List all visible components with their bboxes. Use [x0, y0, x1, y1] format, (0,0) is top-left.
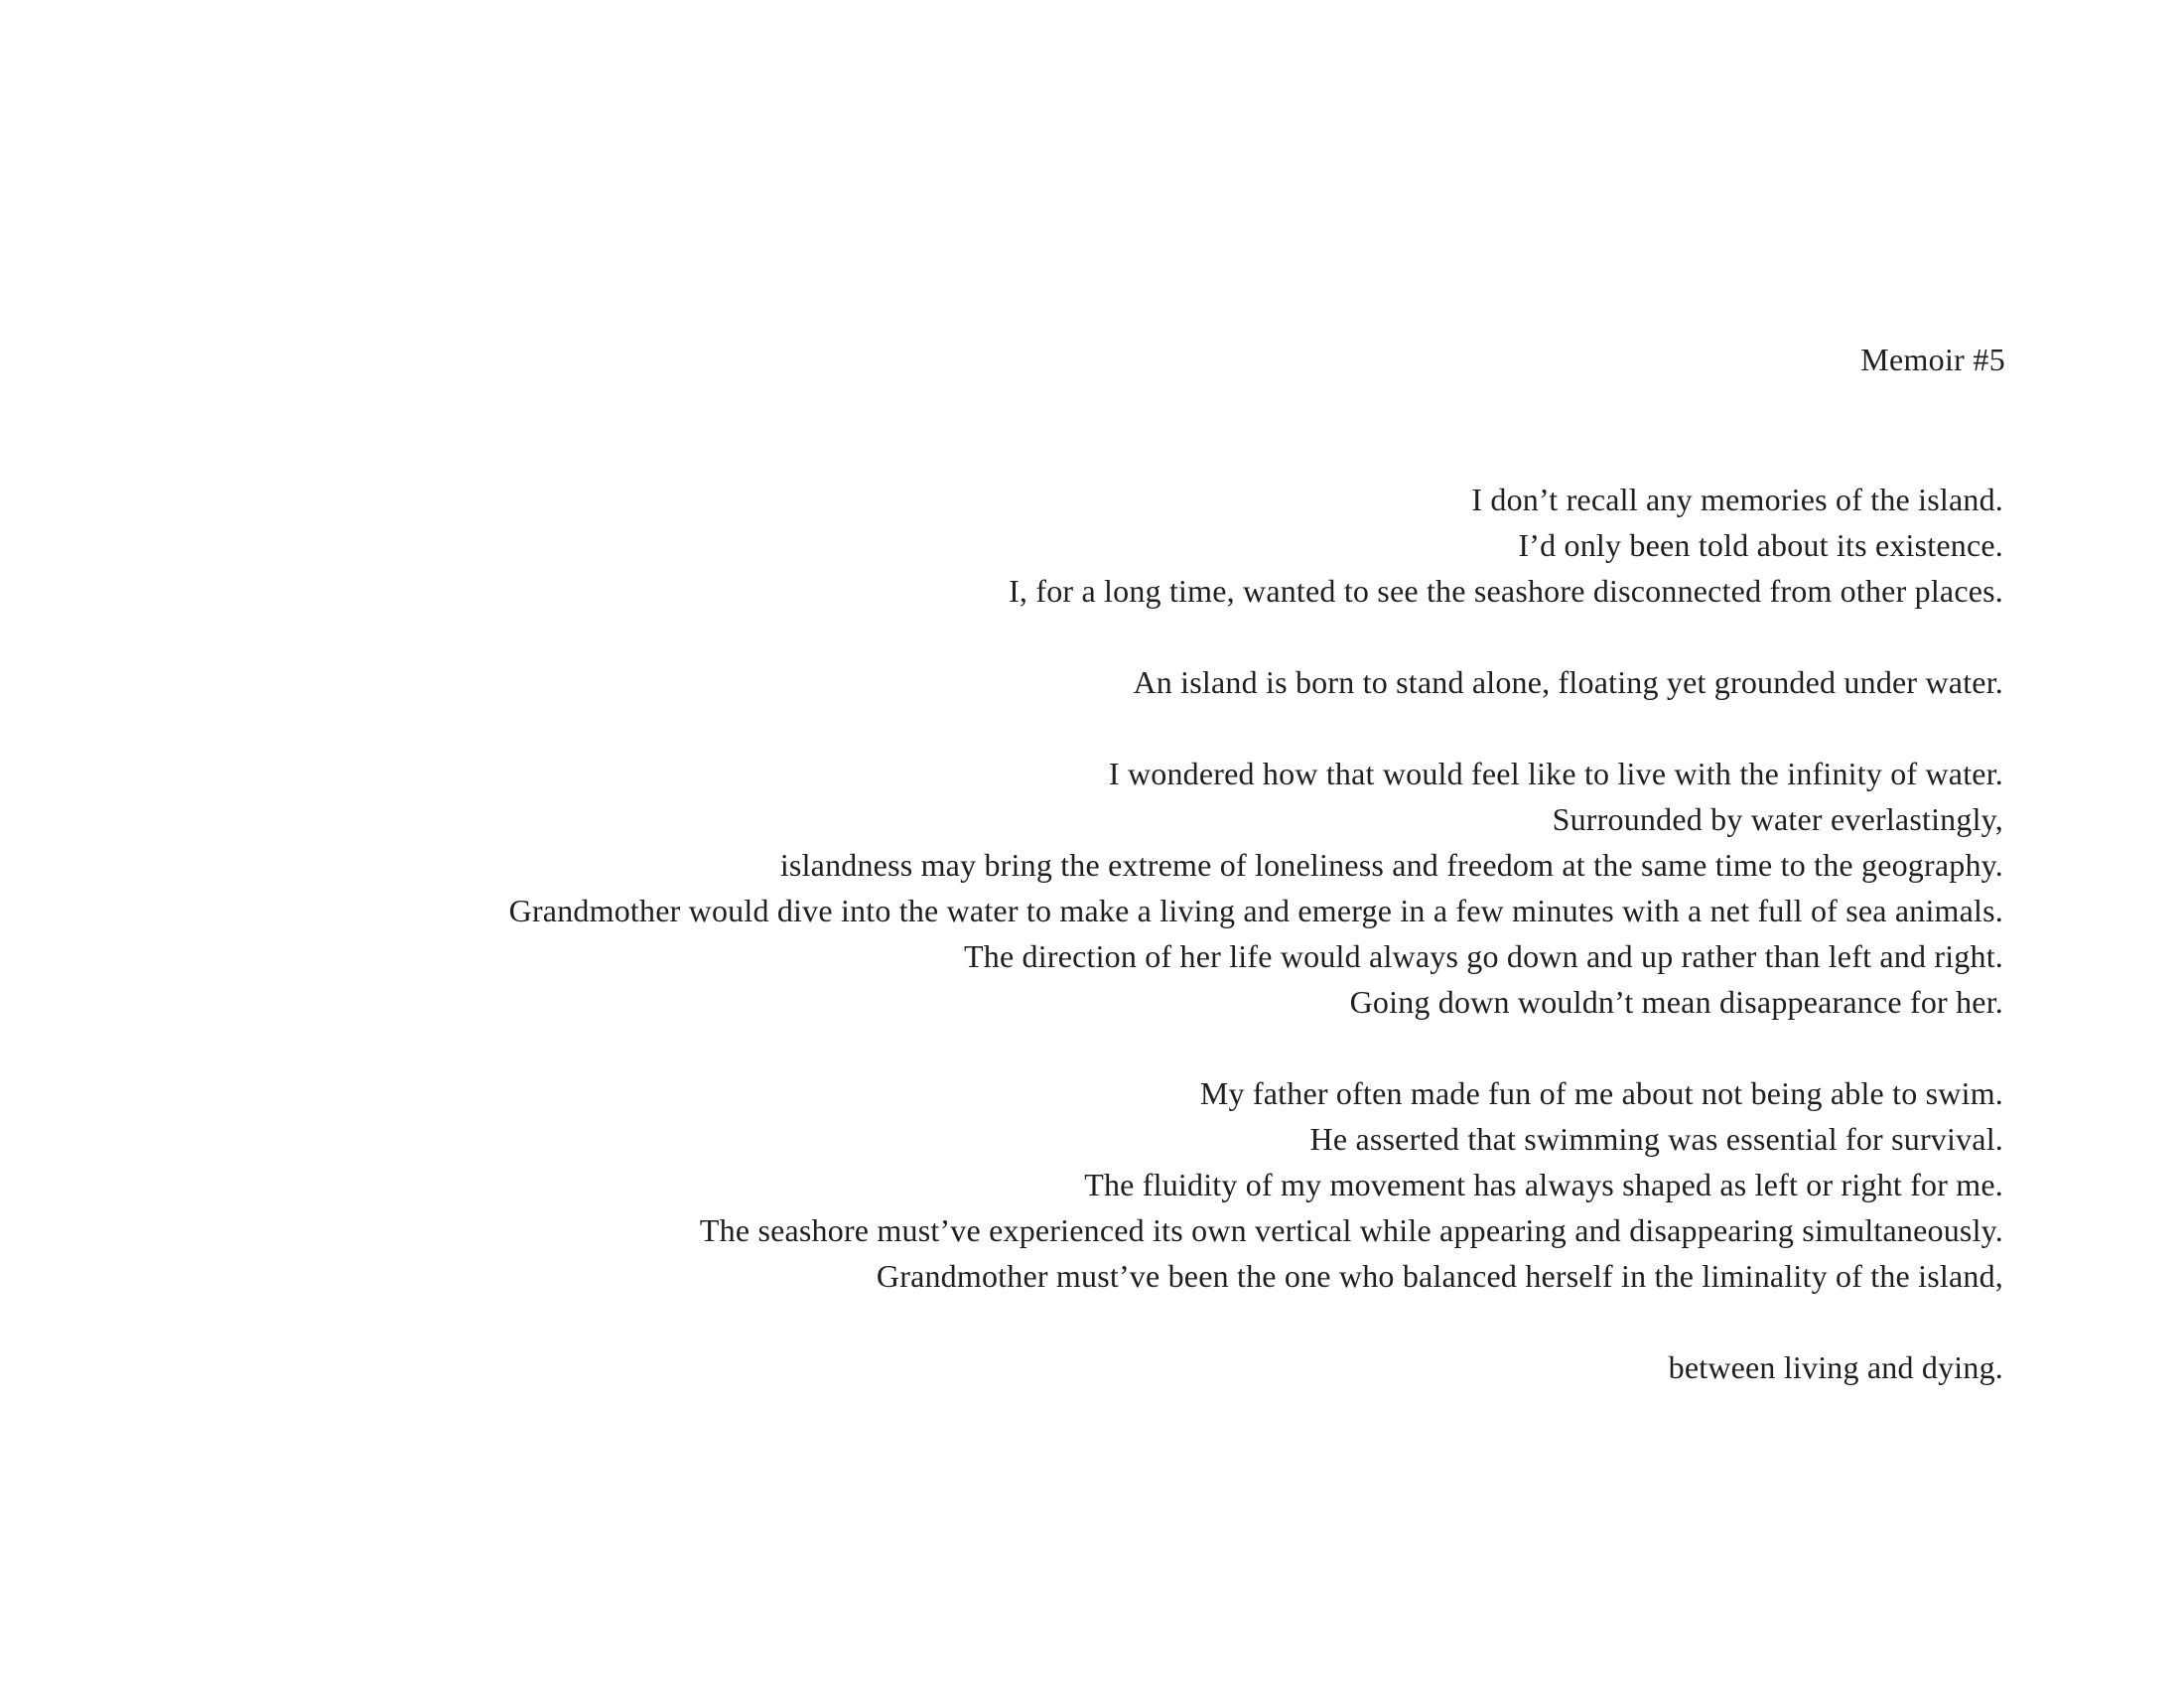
poem-body	[117, 477, 2003, 1436]
poem-line: between living and dying.	[1668, 1349, 2003, 1385]
poem-line: Grandmother must’ve been the one who balanced herself in the liminality of the island,	[876, 1258, 2003, 1294]
poem-line: I, for a long time, wanted to see the seashore disconnected from other places.	[1009, 573, 2003, 609]
poem-line: He asserted that swimming was essential for survival.	[1309, 1121, 2003, 1157]
poem-line: I don’t recall any memories of the island.	[1471, 482, 2003, 517]
stanza-3	[117, 751, 2003, 1025]
poem-line: I’d only been told about its existence.	[1518, 527, 2003, 563]
stanza-2	[117, 659, 2003, 705]
poem-line: The fluidity of my movement has always shaped as left or right for me.	[1084, 1167, 2003, 1202]
poem-line: Going down wouldn’t mean disappearance for her.	[1349, 984, 2003, 1020]
stanza-5	[117, 1344, 2003, 1390]
poem-title: Memoir #5	[1860, 342, 2005, 377]
poem-line: Surrounded by water everlastingly,	[1552, 801, 2003, 837]
poem-line: islandness may bring the extreme of loneliness and freedom at the same time to the geography.	[779, 847, 2003, 883]
poem-line: The seashore must’ve experienced its own vertical while appearing and disappearing simultaneously.	[699, 1212, 2003, 1248]
stanza-1	[117, 477, 2003, 614]
poem-line: The direction of her life would always go down and up rather than left and right.	[964, 938, 2003, 974]
poem-line: Grandmother would dive into the water to make a living and emerge in a few minutes with a net full of sea animals.	[508, 893, 2003, 928]
stanza-4	[117, 1070, 2003, 1299]
poem-line: My father often made fun of me about not being able to swim.	[1199, 1075, 2003, 1111]
poem-line: I wondered how that would feel like to live with the infinity of water.	[1108, 756, 2003, 791]
poem-line: An island is born to stand alone, floating yet grounded under water.	[1133, 664, 2003, 700]
